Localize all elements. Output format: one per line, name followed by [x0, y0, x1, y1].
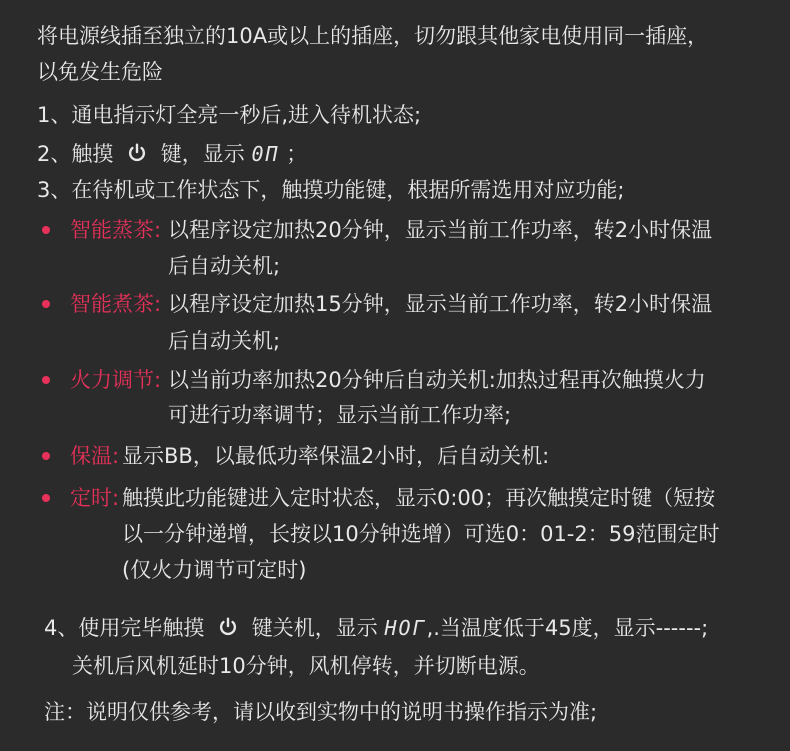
function-desc-timer-1: 触摸此功能键进入定时状态，显示0:00；再次触摸定时键（短按: [122, 486, 716, 510]
power-icon: [124, 142, 150, 164]
function-desc-boil-tea-1: 以程序设定加热15分钟，显示当前工作功率，转2小时保温: [168, 292, 713, 316]
note: 注：说明仅供参考，请以收到实物中的说明书操作指示为准;: [44, 700, 598, 724]
step-4: [44, 614, 708, 642]
step-1: 1、通电指示灯全亮一秒后,进入待机状态;: [37, 103, 422, 127]
step-2: [37, 140, 307, 168]
function-name-timer: 定时:: [70, 486, 120, 510]
function-desc-power-adjust-2: 可进行功率调节；显示当前工作功率;: [168, 403, 512, 427]
hot-display-glyph: HOΓ: [384, 616, 427, 640]
function-name-keep-warm: 保温:: [70, 444, 120, 468]
function-desc-timer-2: 以一分钟递增，长按以10分钟选增）可选0：01-2：59范围定时: [122, 522, 720, 546]
on-display-glyph: 0Π: [251, 142, 280, 166]
step-4-text-post: ,.当温度低于45度，显示------;: [426, 616, 709, 640]
step-4-text-pre: 4、使用完毕触摸: [44, 616, 205, 640]
function-name-boil-tea: 智能煮茶:: [70, 292, 162, 316]
function-desc-steam-tea-2: 后自动关机;: [168, 254, 281, 278]
step-2-text-post: ；: [286, 142, 308, 166]
function-desc-timer-3: (仅火力调节可定时): [122, 558, 307, 582]
bullet-dot: [42, 494, 50, 502]
power-icon: [215, 616, 241, 638]
step-4-line-2: 关机后风机延时10分钟，风机停转，并切断电源。: [72, 654, 540, 678]
function-desc-boil-tea-2: 后自动关机;: [168, 329, 281, 353]
step-2-text-pre: 2、触摸: [37, 142, 114, 166]
bullet-dot: [42, 226, 50, 234]
function-desc-keep-warm-1: 显示BB，以最低功率保温2小时，后自动关机:: [122, 444, 550, 468]
step-3: 3、在待机或工作状态下，触摸功能键，根据所需选用对应功能;: [37, 178, 625, 202]
bullet-dot: [42, 452, 50, 460]
function-desc-steam-tea-1: 以程序设定加热20分钟，显示当前工作功率，转2小时保温: [168, 218, 713, 242]
function-name-power-adjust: 火力调节:: [70, 368, 162, 392]
warning-line-1: 将电源线插至独立的10A或以上的插座，切勿跟其他家电使用同一插座，: [37, 24, 709, 48]
bullet-dot: [42, 376, 50, 384]
function-desc-power-adjust-1: 以当前功率加热20分钟后自动关机:加热过程再次触摸火力: [168, 368, 706, 392]
step-4-text-mid: 键关机，显示: [251, 616, 378, 640]
warning-line-2: 以免发生危险: [37, 60, 163, 84]
function-name-steam-tea: 智能蒸茶:: [70, 218, 162, 242]
step-2-text-mid: 键，显示: [160, 142, 245, 166]
bullet-dot: [42, 300, 50, 308]
